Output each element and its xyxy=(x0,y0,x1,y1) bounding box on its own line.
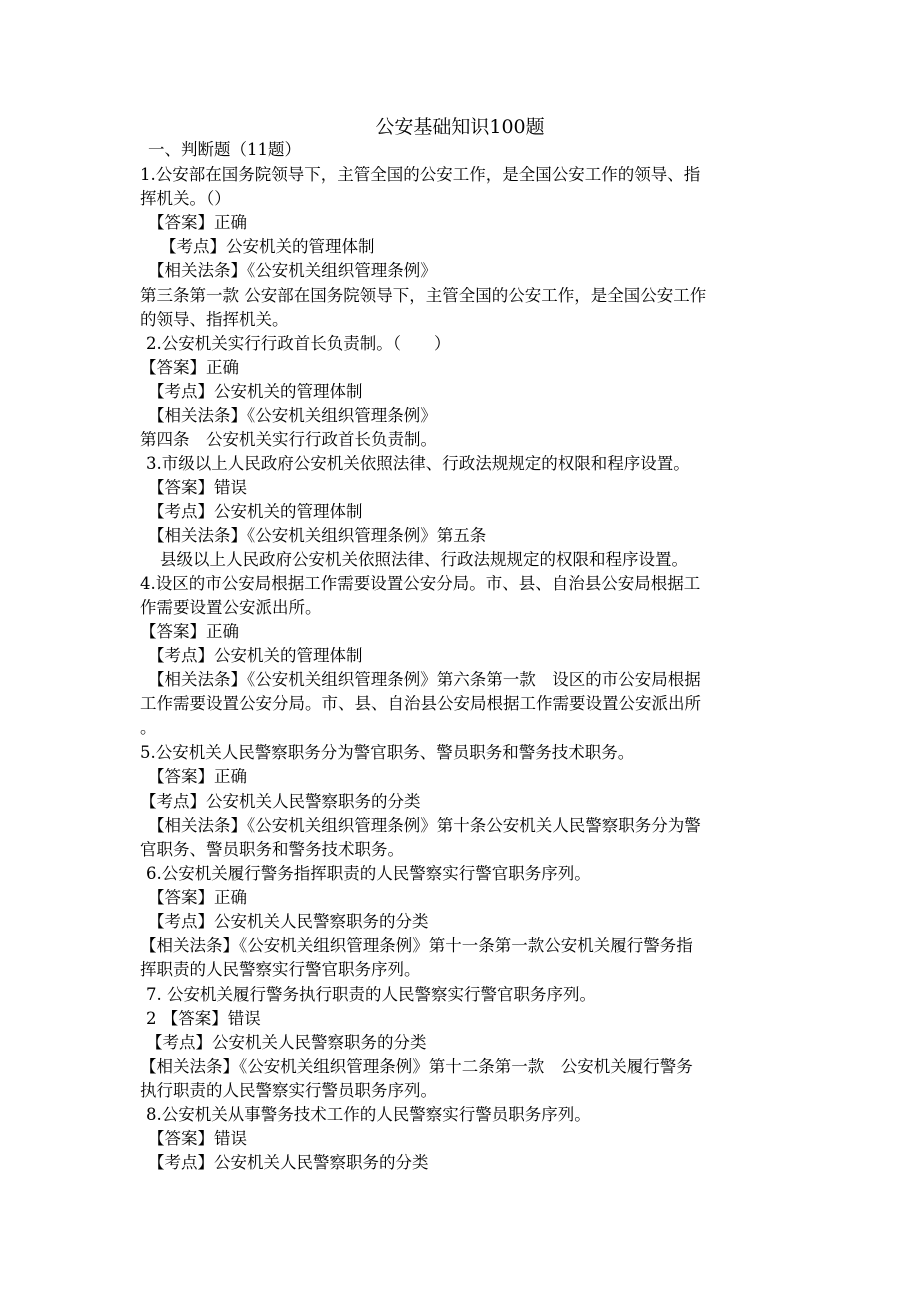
text-line: 【考点】公安机关人民警察职务的分类 xyxy=(146,1033,427,1052)
text-line: 【考点】公安机关人民警察职务的分类 xyxy=(148,912,429,931)
text-line: 2.公安机关实行行政首长负责制。（ ） xyxy=(146,334,451,353)
text-line: 6.公安机关履行警务指挥职责的人民警察实行警官职务序列。 xyxy=(146,864,591,883)
text-line: 【考点】公安机关的管理体制 xyxy=(148,382,363,401)
text-line: 4.设区的市公安局根据工作需要设置公安分局。市、县、自治县公安局根据工 xyxy=(140,574,701,593)
text-line: 5.公安机关人民警察职务分为警官职务、警员职务和警务技术职务。 xyxy=(140,743,635,762)
text-line: 【考点】公安机关的管理体制 xyxy=(148,646,363,665)
text-line: 【答案】正确 xyxy=(140,622,239,641)
document-title: 公安基础知识100题 xyxy=(375,116,545,138)
text-line: 县级以上人民政府公安机关依照法律、行政法规规定的权限和程序设置。 xyxy=(160,550,688,569)
text-line: 【相关法条】《公安机关组织管理条例》 xyxy=(148,406,437,425)
section-heading: 一、判断题（11题） xyxy=(148,140,301,159)
text-line: 【考点】公安机关的管理体制 xyxy=(160,237,375,256)
text-line: 【答案】正确 xyxy=(148,213,247,232)
text-line: 第三条第一款 公安部在国务院领导下，主管全国的公安工作，是全国公安工作 xyxy=(140,286,707,305)
text-line: 2 【答案】错误 xyxy=(146,1009,261,1028)
text-line: 3.市级以上人民政府公安机关依照法律、行政法规规定的权限和程序设置。 xyxy=(146,454,690,473)
text-line: 【考点】公安机关人民警察职务的分类 xyxy=(140,792,421,811)
text-line: 【考点】公安机关人民警察职务的分类 xyxy=(148,1153,429,1172)
text-line: 【相关法条】《公安机关组织管理条例》第五条 xyxy=(148,526,487,545)
text-line: 挥机关。（） xyxy=(140,189,231,208)
text-line: 【答案】正确 xyxy=(148,767,247,786)
text-line: 【相关法条】《公安机关组织管理条例》第十条公安机关人民警察职务分为警 xyxy=(148,816,701,835)
text-line: 作需要设置公安派出所。 xyxy=(140,598,322,617)
text-line: 第四条 公安机关实行行政首长负责制。 xyxy=(140,430,437,449)
text-line: 工作需要设置公安分局。市、县、自治县公安局根据工作需要设置公安派出所 xyxy=(140,694,701,713)
text-line: 【相关法条】《公安机关组织管理条例》第十一条第一款公安机关履行警务指 xyxy=(140,936,693,955)
text-line: 的领导、指挥机关。 xyxy=(140,310,289,329)
text-line: 【相关法条】《公安机关组织管理条例》第六条第一款 设区的市公安局根据 xyxy=(148,670,701,689)
text-line: 【考点】公安机关的管理体制 xyxy=(148,502,363,521)
text-line: 【答案】错误 xyxy=(148,1129,247,1148)
text-line: 7. 公安机关履行警务执行职责的人民警察实行警官职务序列。 xyxy=(146,985,596,1004)
text-line: 【相关法条】《公安机关组织管理条例》第十二条第一款 公安机关履行警务 xyxy=(140,1057,693,1076)
text-line: 挥职责的人民警察实行警官职务序列。 xyxy=(140,960,421,979)
text-line: 。 xyxy=(140,718,157,737)
text-line: 8.公安机关从事警务技术工作的人民警察实行警员职务序列。 xyxy=(146,1105,591,1124)
text-line: 【相关法条】《公安机关组织管理条例》 xyxy=(148,261,437,280)
text-line: 【答案】正确 xyxy=(148,888,247,907)
text-line: 【答案】正确 xyxy=(140,358,239,377)
text-line: 官职务、警员职务和警务技术职务。 xyxy=(140,840,404,859)
text-line: 执行职责的人民警察实行警员职务序列。 xyxy=(140,1081,437,1100)
text-line: 1.公安部在国务院领导下，主管全国的公安工作，是全国公安工作的领导、指 xyxy=(140,165,701,184)
text-line: 【答案】错误 xyxy=(148,478,247,497)
